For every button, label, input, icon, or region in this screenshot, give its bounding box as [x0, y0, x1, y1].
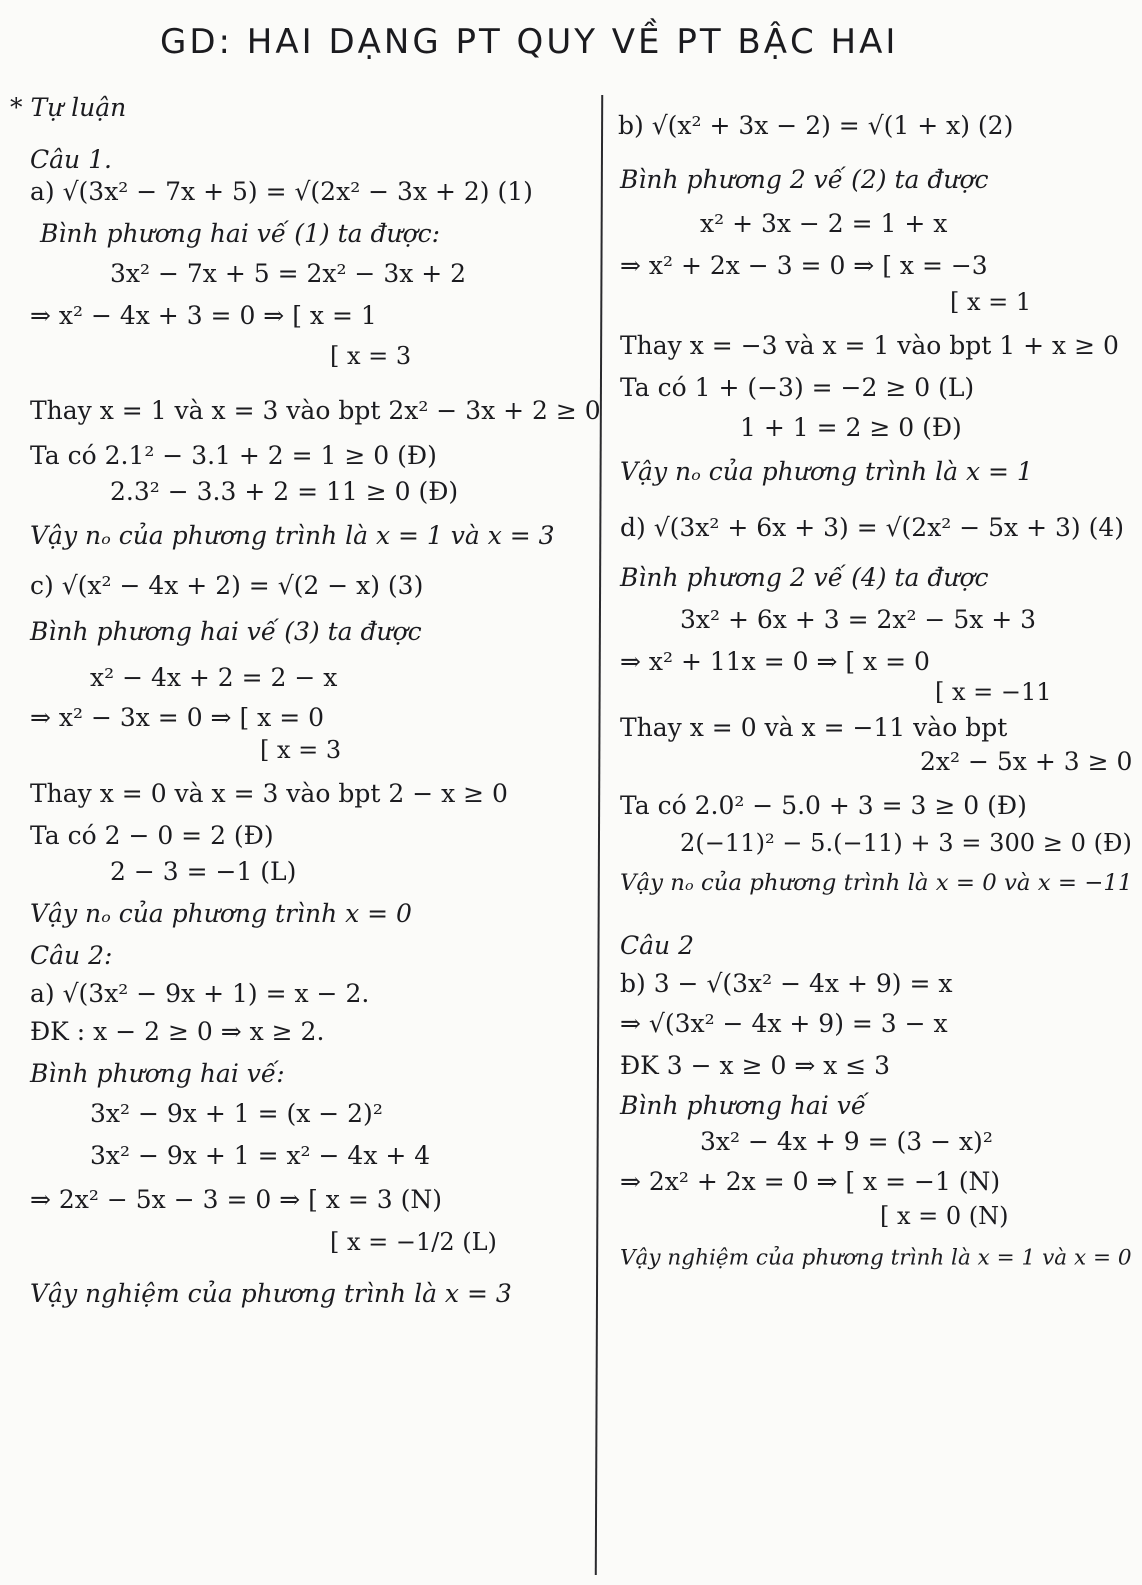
page-title: GD: HAI DẠNG PT QUY VỀ PT BẬC HAI [160, 22, 899, 62]
text-line: Bình phương hai vế [620, 1091, 867, 1120]
text-line: 2(−11)² − 5.(−11) + 3 = 300 ≥ 0 (Đ) [680, 828, 1132, 857]
text-line: 2 − 3 = −1 (L) [110, 857, 297, 886]
equation-line: [ x = 3 [330, 342, 412, 370]
equation-line: x² − 4x + 2 = 2 − x [90, 663, 338, 692]
text-line: Ta có 2.1² − 3.1 + 2 = 1 ≥ 0 (Đ) [30, 441, 437, 470]
equation-line: [ x = −1/2 (L) [330, 1228, 497, 1256]
equation-line: 3x² − 9x + 1 = (x − 2)² [90, 1099, 383, 1128]
equation-line: 2x² − 5x + 3 ≥ 0 [920, 747, 1133, 776]
text-line: Bình phương 2 vế (4) ta được [620, 563, 989, 592]
equation-line: x² + 3x − 2 = 1 + x [700, 209, 948, 238]
text-line: Thay x = 0 và x = −11 vào bpt [620, 713, 1008, 742]
equation-line: ⇒ √(3x² − 4x + 9) = 3 − x [620, 1009, 948, 1038]
text-line: Bình phương hai vế: [30, 1059, 285, 1088]
text-line: Vậy nghiệm của phương trình là x = 3 [30, 1279, 512, 1308]
text-line: Thay x = 0 và x = 3 vào bpt 2 − x ≥ 0 [30, 779, 508, 808]
text-line: Vậy nghiệm của phương trình là x = 1 và x = 0 [620, 1244, 1132, 1270]
text-line: Ta có 2 − 0 = 2 (Đ) [30, 821, 274, 850]
text-line: Vậy nₒ của phương trình là x = 1 và x = 3 [30, 521, 555, 550]
text-line: Ta có 2.0² − 5.0 + 3 = 3 ≥ 0 (Đ) [620, 791, 1027, 820]
text-line: 1 + 1 = 2 ≥ 0 (Đ) [740, 413, 962, 442]
equation-line: b) √(x² + 3x − 2) = √(1 + x) (2) [618, 111, 1014, 140]
equation-line: a) √(3x² − 9x + 1) = x − 2. [30, 979, 370, 1008]
equation-line: [ x = 3 [260, 736, 342, 764]
text-line: 2.3² − 3.3 + 2 = 11 ≥ 0 (Đ) [110, 477, 459, 506]
text-line: ĐK : x − 2 ≥ 0 ⇒ x ≥ 2. [30, 1017, 325, 1046]
equation-line: 3x² + 6x + 3 = 2x² − 5x + 3 [680, 605, 1037, 634]
question-label: Câu 2 [620, 931, 694, 960]
text-line: Bình phương 2 vế (2) ta được [620, 165, 989, 194]
equation-line: [ x = 1 [950, 288, 1032, 316]
text-line: Ta có 1 + (−3) = −2 ≥ 0 (L) [620, 373, 975, 402]
text-line: Bình phương hai vế (3) ta được [30, 617, 422, 646]
text-line: ĐK 3 − x ≥ 0 ⇒ x ≤ 3 [620, 1051, 891, 1080]
text-line: Vậy nₒ của phương trình x = 0 [30, 899, 412, 928]
equation-line: [ x = −11 [935, 678, 1052, 706]
equation-line: 3x² − 9x + 1 = x² − 4x + 4 [90, 1141, 431, 1170]
question-label: Câu 1. [30, 145, 112, 174]
equation-line: ⇒ x² + 11x = 0 ⇒ [ x = 0 [620, 647, 930, 676]
equation-line: b) 3 − √(3x² − 4x + 9) = x [620, 969, 953, 998]
text-line: Vậy nₒ của phương trình là x = 1 [620, 457, 1033, 486]
text-line: Bình phương hai vế (1) ta được: [40, 219, 441, 248]
equation-line: a) √(3x² − 7x + 5) = √(2x² − 3x + 2) (1) [30, 177, 533, 206]
text-line: Thay x = 1 và x = 3 vào bpt 2x² − 3x + 2 ≥ 0 [30, 396, 601, 425]
equation-line: ⇒ x² − 3x = 0 ⇒ [ x = 0 [30, 703, 324, 732]
equation-line: ⇒ x² − 4x + 3 = 0 ⇒ [ x = 1 [30, 301, 377, 330]
equation-line: ⇒ 2x² + 2x = 0 ⇒ [ x = −1 (N) [620, 1167, 1001, 1196]
equation-line: c) √(x² − 4x + 2) = √(2 − x) (3) [30, 571, 424, 600]
text-line: Vậy nₒ của phương trình là x = 0 và x = −11 [620, 868, 1133, 896]
text-line: Thay x = −3 và x = 1 vào bpt 1 + x ≥ 0 [620, 331, 1119, 360]
equation-line: ⇒ 2x² − 5x − 3 = 0 ⇒ [ x = 3 (N) [30, 1185, 442, 1214]
equation-line: 3x² − 4x + 9 = (3 − x)² [700, 1127, 993, 1156]
equation-line: 3x² − 7x + 5 = 2x² − 3x + 2 [110, 259, 467, 288]
section-heading: * Tự luận [10, 93, 127, 122]
equation-line: d) √(3x² + 6x + 3) = √(2x² − 5x + 3) (4) [620, 513, 1125, 542]
question-label: Câu 2: [30, 941, 113, 970]
equation-line: [ x = 0 (N) [880, 1202, 1009, 1230]
equation-line: ⇒ x² + 2x − 3 = 0 ⇒ [ x = −3 [620, 251, 988, 280]
